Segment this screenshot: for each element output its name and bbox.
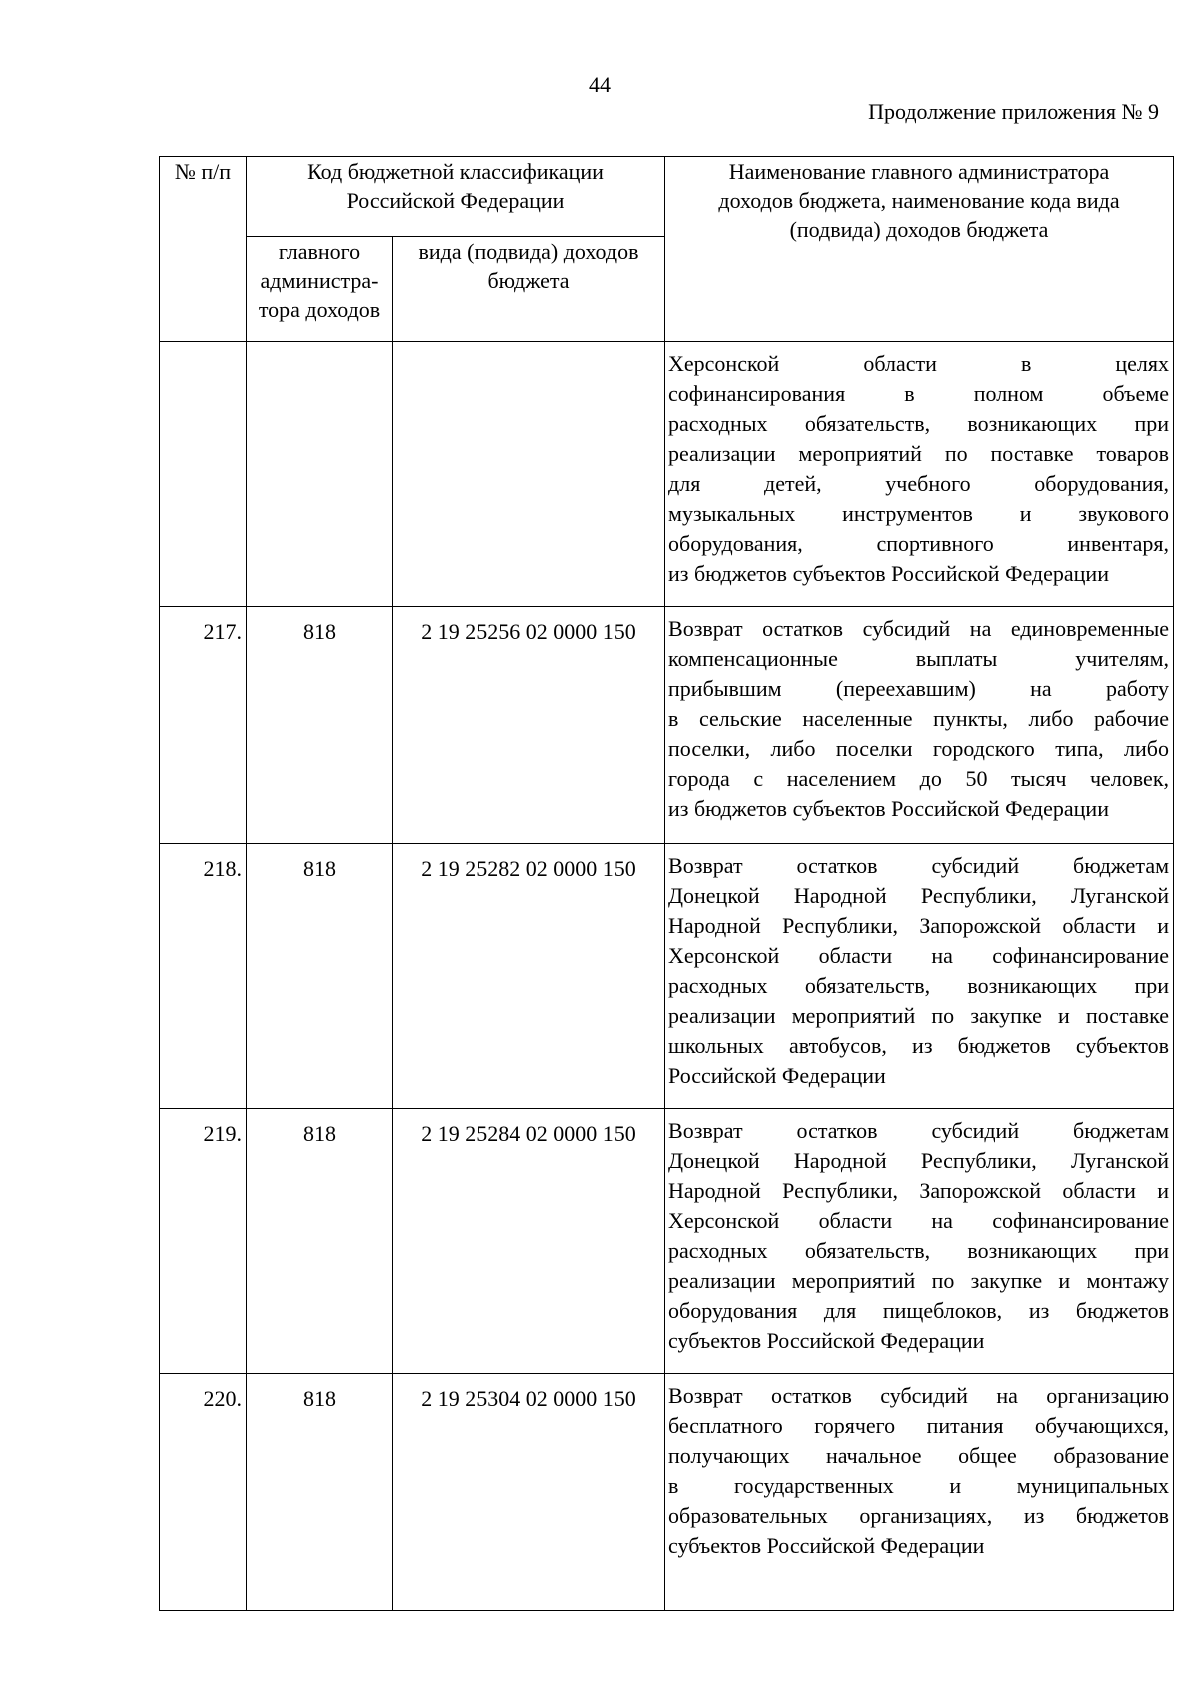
header-kind-line: вида (подвида) доходов <box>418 239 639 264</box>
description-line: из бюджетов субъектов Российской Федерации <box>668 561 1109 586</box>
row-number: 219. <box>160 1109 247 1374</box>
header-number: № п/п <box>160 157 247 342</box>
description-line: Херсонской области в целях <box>668 351 1170 376</box>
description-line: расходных обязательств, возникающих при <box>668 973 1170 998</box>
income-code-cell: 2 19 25304 02 0000 150 <box>393 1374 665 1611</box>
admin-code-cell <box>247 342 393 607</box>
description-line: Народной Республики, Запорожской области и <box>668 913 1170 938</box>
budget-classification-table <box>159 156 1174 1611</box>
income-code-cell: 2 19 25282 02 0000 150 <box>393 844 665 1109</box>
description-line: получающих начальное общее образование <box>668 1443 1170 1468</box>
description-line: Возврат остатков субсидий бюджетам <box>668 1118 1170 1143</box>
header-code-group-line: Код бюджетной классификации <box>307 159 604 184</box>
header-code-group <box>247 157 665 237</box>
row-number: 217. <box>160 607 247 844</box>
income-code-cell: 2 19 25256 02 0000 150 <box>393 607 665 844</box>
description-line: прибывшим (переехавшим) на работу <box>668 676 1170 701</box>
description-cell <box>665 844 1174 1109</box>
description-line: оборудования, спортивного инвентаря, <box>668 531 1170 556</box>
description-line: музыкальных инструментов и звукового <box>668 501 1170 526</box>
table-row <box>160 342 1174 607</box>
table-row <box>160 1109 1174 1374</box>
description-line: Российской Федерации <box>668 1063 886 1088</box>
admin-code-cell: 818 <box>247 1109 393 1374</box>
description-line: в государственных и муниципальных <box>668 1473 1170 1498</box>
description-line: для детей, учебного оборудования, <box>668 471 1170 496</box>
admin-code-cell: 818 <box>247 1374 393 1611</box>
header-admin-line: главного <box>278 239 361 264</box>
description-line: оборудования для пищеблоков, из бюджетов <box>668 1298 1170 1323</box>
description-line: Донецкой Народной Республики, Луганской <box>668 1148 1170 1173</box>
description-line: школьных автобусов, из бюджетов субъектов <box>668 1033 1170 1058</box>
header-name-line: (подвида) доходов бюджета <box>789 217 1049 242</box>
table-header-row <box>160 157 1174 237</box>
table-row <box>160 844 1174 1109</box>
description-line: поселки, либо поселки городского типа, либо <box>668 736 1170 761</box>
description-line: софинансирования в полном объеме <box>668 381 1170 406</box>
description-line: субъектов Российской Федерации <box>668 1533 985 1558</box>
income-code-cell: 2 19 25284 02 0000 150 <box>393 1109 665 1374</box>
description-line: города с населением до 50 тысяч человек, <box>668 766 1170 791</box>
description-cell <box>665 607 1174 844</box>
header-kind-line: бюджета <box>487 268 570 293</box>
description-cell <box>665 342 1174 607</box>
description-line: субъектов Российской Федерации <box>668 1328 985 1353</box>
description-line: реализации мероприятий по поставке товаров <box>668 441 1170 466</box>
description-line: реализации мероприятий по закупке и поставке <box>668 1003 1170 1028</box>
description-line: расходных обязательств, возникающих при <box>668 1238 1170 1263</box>
header-admin-code <box>247 237 393 342</box>
header-code-group-line: Российской Федерации <box>346 188 565 213</box>
header-admin-line: тора доходов <box>258 297 381 322</box>
header-name <box>665 157 1174 342</box>
description-line: Возврат остатков субсидий на организацию <box>668 1383 1170 1408</box>
header-admin-line: администра- <box>260 268 379 293</box>
description-line: компенсационные выплаты учителям, <box>668 646 1170 671</box>
row-number: 220. <box>160 1374 247 1611</box>
table-row <box>160 1374 1174 1611</box>
header-name-line: доходов бюджета, наименование кода вида <box>718 188 1120 213</box>
description-line: бесплатного горячего питания обучающихся, <box>668 1413 1170 1438</box>
admin-code-cell: 818 <box>247 844 393 1109</box>
row-number <box>160 342 247 607</box>
header-kind-code <box>393 237 665 342</box>
description-line: Народной Республики, Запорожской области и <box>668 1178 1170 1203</box>
income-code-cell <box>393 342 665 607</box>
description-line: образовательных организациях, из бюджетов <box>668 1503 1170 1528</box>
description-line: расходных обязательств, возникающих при <box>668 411 1170 436</box>
description-line: из бюджетов субъектов Российской Федерации <box>668 796 1109 821</box>
description-line: Донецкой Народной Республики, Луганской <box>668 883 1170 908</box>
page-number: 44 <box>589 72 611 97</box>
continuation-title: Продолжение приложения № 9 <box>868 99 1159 124</box>
description-line: реализации мероприятий по закупке и монтажу <box>668 1268 1170 1293</box>
description-cell <box>665 1374 1174 1611</box>
description-line: в сельские населенные пункты, либо рабочие <box>668 706 1170 731</box>
description-cell <box>665 1109 1174 1374</box>
admin-code-cell: 818 <box>247 607 393 844</box>
description-line: Возврат остатков субсидий на единовременные <box>668 616 1170 641</box>
row-number: 218. <box>160 844 247 1109</box>
table-row <box>160 607 1174 844</box>
header-name-line: Наименование главного администратора <box>728 159 1110 184</box>
description-line: Возврат остатков субсидий бюджетам <box>668 853 1170 878</box>
description-line: Херсонской области на софинансирование <box>668 1208 1170 1233</box>
description-line: Херсонской области на софинансирование <box>668 943 1170 968</box>
